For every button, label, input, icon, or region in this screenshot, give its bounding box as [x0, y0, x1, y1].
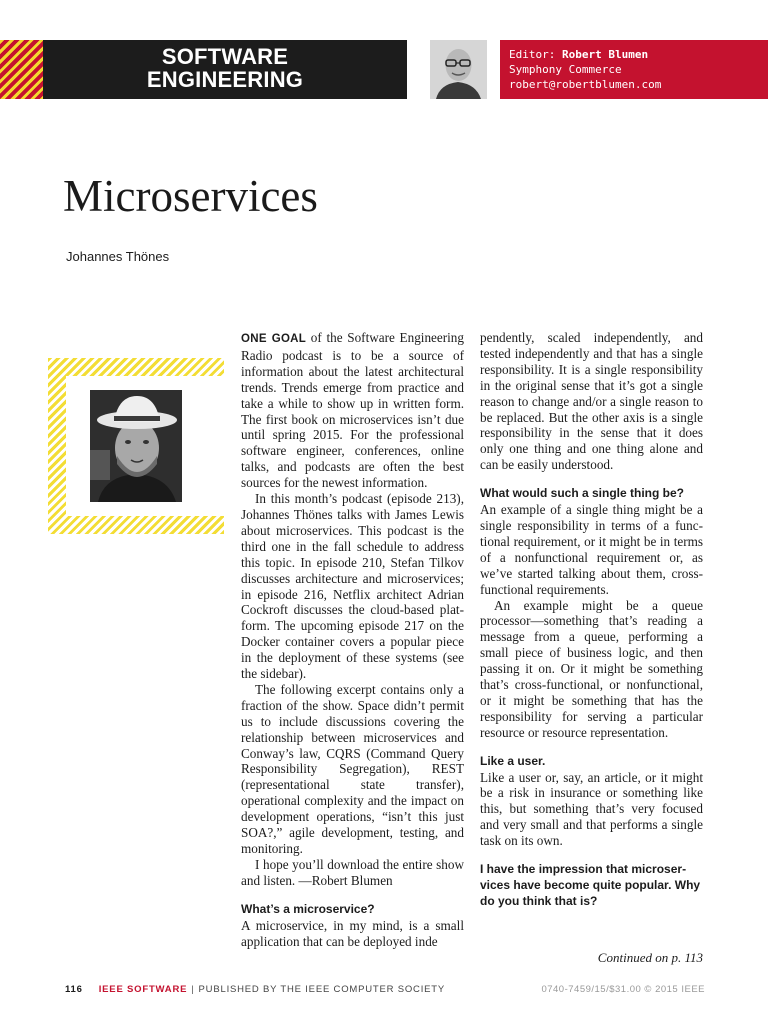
- paragraph-text: of the Software Engineering Radio podcast is to be a source of information about the latest architectural trends. Trends emerge from practice and take a while to show up in written form. The first book on microservices isn’t due until spring 2015. For the professional software engineer, conferences, online talks, and podcasts are often the best sources for the newest information.: [241, 330, 464, 491]
- editor-info: [500, 40, 768, 99]
- paragraph: pendently, scaled independently, and tested independently and that has a single responsibility. It is a single responsibility in the original sense that it’s got a single reason to change and/or a single reason to be replaced. But the other axis is a single responsibility in the sense that it does only one thing and one thing alone and can be easily understood.: [480, 330, 703, 473]
- section-title-line2: ENGINEERING: [146, 67, 304, 92]
- section-banner: [43, 40, 407, 99]
- author-photo: [90, 390, 182, 502]
- paragraph: The following excerpt contains only a fraction of the show. Space didn’t permit us to include discussions covering the relationship between microservices and Conway’s law, CQRS (Command Query Responsibility Segregation), REST (representational state transfer), operational complexity and the impact on development operations, “isn’t this just SOA?,” agile development, testing, and monitoring.: [241, 681, 464, 856]
- question-heading: I have the impression that microservices have become quite popular. Why do you think that is?: [480, 862, 701, 908]
- question-heading: What would such a single thing be?: [480, 486, 684, 501]
- continued-note: Continued on p. 113: [597, 950, 703, 965]
- publication-name: IEEE SOFTWARE: [98, 984, 188, 995]
- article-title: Microservices: [63, 171, 318, 221]
- paragraph: I hope you’ll download the entire show and listen. —Robert Blumen: [241, 856, 464, 888]
- editor-company: Symphony Commerce: [509, 63, 622, 76]
- editor-label: Editor:: [509, 48, 556, 61]
- page-number: 116: [65, 984, 83, 995]
- editor-line: [509, 47, 768, 62]
- question-heading: Like a user.: [480, 753, 546, 768]
- article-column-2: [480, 330, 703, 910]
- article-column-1: [241, 330, 464, 949]
- header-hatch-decoration: [0, 40, 43, 99]
- article-author: Johannes Thönes: [66, 249, 170, 264]
- paragraph: An example might be a queue processor—something that’s reading a message from a queue, performing a small piece of business logic, and then passing it on. Or it might be something that’s cross-functional, or nonfunctional, or it might be something that has the responsibility for serving a particular resource or resource representation.: [480, 597, 703, 740]
- editor-name: Robert Blumen: [561, 48, 649, 61]
- paragraph: Like a user or, say, an article, or it might be a risk in insurance or something like this, but something that’s very focused and very small and that performs a single task on its own.: [480, 769, 703, 849]
- section-title-line1: SOFTWARE: [161, 44, 289, 69]
- footer-separator: |: [191, 984, 195, 995]
- editor-photo: [430, 40, 487, 99]
- lead-in: ONE GOAL: [241, 333, 307, 345]
- question-heading: What’s a microservice?: [241, 901, 375, 916]
- paragraph: [241, 330, 464, 491]
- page-footer: [65, 984, 705, 995]
- editor-email: robert@robertblumen.com: [509, 78, 662, 91]
- editor-portrait-icon: [430, 40, 487, 99]
- paragraph: A microservice, in my mind, is a small application that can be deployed inde: [241, 917, 464, 949]
- author-portrait-icon: [90, 390, 182, 502]
- copyright: 0740-7459/15/$31.00 © 2015 IEEE: [541, 984, 705, 995]
- paragraph: An example of a single thing might be a single responsibility in terms of a functional requirement, or it might be in terms of a nonfunctional requirement or, as we’ve started talking about them, cross-functional requirements.: [480, 502, 703, 597]
- paragraph: In this month’s podcast (episode 213), Johannes Thönes talks with James Lewis about microservices. This podcast is the third one in the fall schedule to address this topic. In episode 210, Stefan Tilkov discusses architecture and microservices; in episode 216, Netflix architect Adrian Cockroft discusses the cloud-based platform. The upcoming episode 217 on the Docker container covers a popular piece in the deployment of these systems (see the sidebar).: [241, 491, 464, 682]
- publisher: PUBLISHED BY THE IEEE COMPUTER SOCIETY: [198, 984, 446, 995]
